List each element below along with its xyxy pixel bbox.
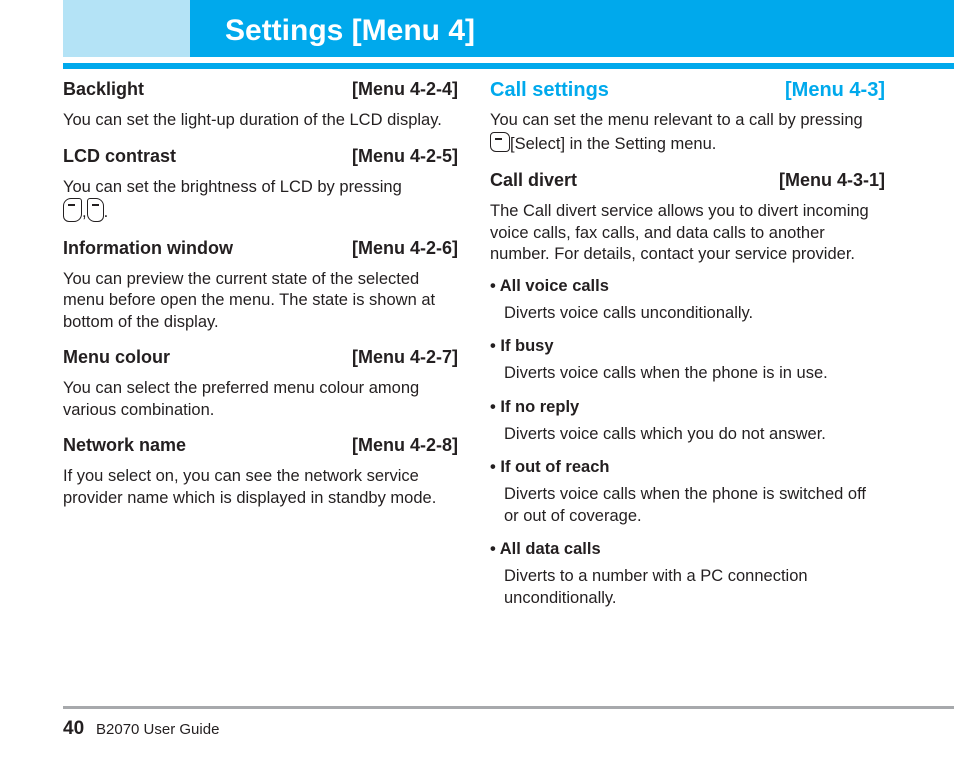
divert-option: [490, 276, 885, 325]
section-information-window: [63, 237, 458, 334]
header-rule: [63, 63, 954, 69]
option-desc: Diverts voice calls unconditionally.: [504, 303, 754, 322]
section-heading: [63, 145, 458, 167]
divert-option: [490, 457, 885, 527]
section-title: Network name: [63, 435, 187, 455]
select-key-icon: [490, 132, 510, 152]
section-title: Call divert: [490, 170, 578, 190]
option-label: • All voice calls: [490, 276, 609, 295]
section-menu-ref: [Menu 4-3-1]: [778, 170, 885, 190]
section-heading: [63, 346, 458, 368]
section-heading: [490, 169, 885, 191]
header-tab-light: [63, 0, 190, 57]
section-title: Menu colour: [63, 347, 170, 367]
section-text: You can set the light-up duration of the LCD display.: [63, 111, 442, 129]
footer-rule: [63, 706, 954, 709]
section-menu-ref: [Menu 4-3]: [785, 79, 885, 101]
section-call-settings: [490, 78, 885, 155]
section-text: The Call divert service allows you to divert incoming voice calls, fax calls, and data calls to another number. For details, contact your service provider.: [490, 202, 869, 263]
section-heading: [63, 78, 458, 100]
section-title: Information window: [63, 237, 233, 258]
section-backlight: [63, 78, 458, 132]
section-title: LCD contrast: [63, 145, 177, 166]
section-text: If you select on, you can see the network service provider name which is displayed in standby mode.: [63, 467, 437, 507]
page-number: 40: [63, 718, 85, 739]
option-label: • If out of reach: [490, 458, 610, 476]
section-lcd-contrast: [63, 145, 458, 224]
section-text: You can preview the current state of the selected menu before open the menu. The state is shown at bottom of the display.: [63, 269, 436, 331]
section-menu-ref: [Menu 4-2-5]: [351, 145, 458, 166]
option-label: • All data calls: [490, 540, 601, 558]
header-bar: [190, 0, 954, 57]
section-heading: [490, 78, 885, 102]
option-desc: Diverts voice calls when the phone is in use.: [504, 364, 828, 382]
section-text: You can set the menu relevant to a call by pressing [Select] in the Setting menu.: [490, 111, 863, 153]
option-desc: Diverts voice calls when the phone is switched off or out of coverage.: [504, 485, 866, 525]
option-label: • If busy: [490, 337, 554, 355]
section-menu-ref: [Menu 4-2-4]: [351, 79, 458, 99]
section-title: Call settings: [490, 79, 609, 101]
section-menu-ref: [Menu 4-2-7]: [351, 347, 458, 367]
section-menu-ref: [Menu 4-2-6]: [351, 237, 458, 258]
section-title: Backlight: [63, 79, 145, 99]
section-heading: [63, 434, 458, 456]
right-column: [490, 78, 885, 609]
section-menu-ref: [Menu 4-2-8]: [351, 435, 458, 455]
option-label: • If no reply: [490, 397, 580, 416]
option-desc: Diverts to a number with a PC connection unconditionally.: [504, 567, 808, 607]
left-key-icon: [63, 198, 82, 222]
section-text-main: You can set the brightness of LCD by pressing: [63, 177, 402, 196]
section-text: You can set the brightness of LCD by pressing , .: [63, 177, 402, 221]
section-network-name: [63, 434, 458, 509]
section-call-divert: [490, 169, 885, 609]
section-menu-colour: [63, 346, 458, 421]
left-column: [63, 78, 458, 509]
guide-title: B2070 User Guide: [96, 721, 220, 738]
option-desc: Diverts voice calls which you do not answer.: [504, 424, 826, 443]
page-title: Settings [Menu 4]: [225, 14, 476, 47]
section-text: You can select the preferred menu colour among various combination.: [63, 379, 420, 419]
section-heading: [63, 237, 458, 259]
section-text-end: .: [103, 203, 109, 221]
divert-option: [490, 539, 885, 609]
divert-option: [490, 397, 885, 446]
divert-option: [490, 336, 885, 385]
right-key-icon: [87, 198, 104, 222]
